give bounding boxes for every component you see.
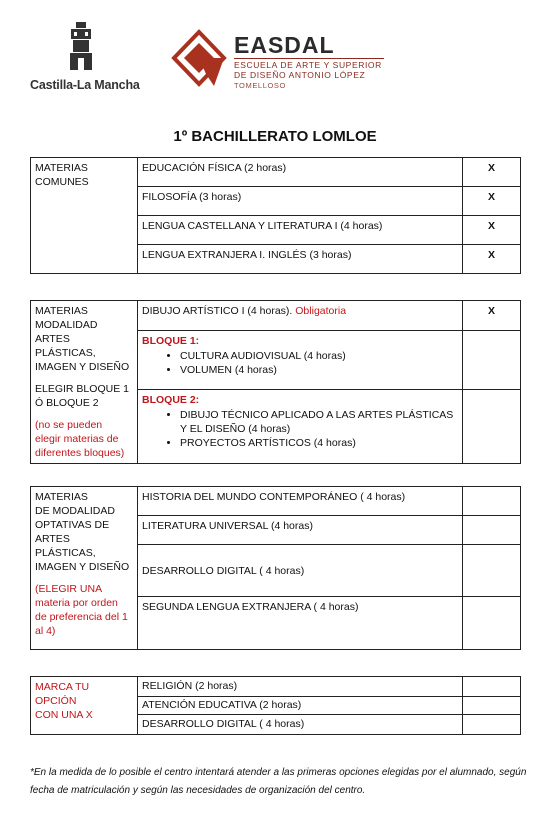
opcion-mark[interactable] <box>463 677 521 697</box>
bloque1-list <box>142 349 458 377</box>
easdal-rule <box>234 58 384 59</box>
comunes-label: MATERIAS COMUNES <box>31 158 138 274</box>
list-item: • PROYECTOS ARTÍSTICOS (4 horas) <box>180 436 458 450</box>
dibujo-note: Obligatoria <box>295 305 347 317</box>
opcion-mark[interactable] <box>463 697 521 715</box>
dibujo-mark[interactable]: X <box>463 301 521 331</box>
opcion-label: MARCA TU OPCIÓN CON UNA X <box>31 677 138 735</box>
dibujo-text: DIBUJO ARTÍSTICO I (4 horas). <box>142 305 293 317</box>
page-title: 1º BACHILLERATO LOMLOE <box>173 128 377 145</box>
dibujo-row <box>138 301 463 331</box>
comunes-row-mark[interactable]: X <box>463 187 521 216</box>
optativas-note: (ELEGIR UNA materia por orden de preferencia del 1 al 4) <box>35 583 128 637</box>
easdal-name: EASDAL <box>234 32 335 58</box>
comunes-row-text: LENGUA CASTELLANA Y LITERATURA I (4 horas) <box>138 216 463 245</box>
comunes-row-text: FILOSOFÍA (3 horas) <box>138 187 463 216</box>
optativas-table <box>30 486 521 650</box>
list-item: • DIBUJO TÉCNICO APLICADO A LAS ARTES PLÁSTICAS Y EL DISEÑO (4 horas) <box>180 408 458 436</box>
optativas-label-cell <box>31 487 138 650</box>
optativa-row: HISTORIA DEL MUNDO CONTEMPORÁNEO ( 4 horas) <box>138 487 463 516</box>
bloque1-cell <box>138 330 463 389</box>
comunes-table <box>30 157 521 274</box>
bloque2-mark[interactable] <box>463 390 521 464</box>
bloque1-mark[interactable] <box>463 330 521 389</box>
bloque2-cell <box>138 390 463 464</box>
footnote: *En la medida de lo posible el centro intentará atender a las primeras opciones elegidas por el alumnado, según fecha de matriculación y según las necesidades de organización del centro. <box>30 767 527 796</box>
easdal-mark-icon <box>170 28 228 90</box>
castle-crest-icon <box>68 22 94 72</box>
modalidad-note: (no se pueden elegir materias de diferentes bloques) <box>35 419 125 459</box>
opcion-mark[interactable] <box>463 715 521 735</box>
modalidad-label: MATERIAS MODALIDAD ARTES PLÁSTICAS, IMAGEN Y DISEÑO <box>35 305 130 373</box>
easdal-line1: ESCUELA DE ARTE Y SUPERIOR <box>234 60 382 70</box>
list-item: • VOLUMEN (4 horas) <box>180 363 458 377</box>
castilla-la-mancha-logo <box>30 22 140 94</box>
opcion-row: RELIGIÓN (2 horas) <box>138 677 463 697</box>
modalidad-table <box>30 300 521 464</box>
clm-logo-text: Castilla-La Mancha <box>30 78 140 92</box>
list-item: • CULTURA AUDIOVISUAL (4 horas) <box>180 349 458 363</box>
optativa-mark[interactable] <box>463 487 521 516</box>
easdal-logo <box>170 28 390 94</box>
opcion-row: DESARROLLO DIGITAL ( 4 horas) <box>138 715 463 735</box>
comunes-row-mark[interactable]: X <box>463 245 521 274</box>
modalidad-label-cell <box>31 301 138 464</box>
optativas-label: MATERIAS DE MODALIDAD OPTATIVAS DE ARTES PLÁSTICAS, IMAGEN Y DISEÑO <box>35 491 130 573</box>
optativa-row: LITERATURA UNIVERSAL (4 horas) <box>138 516 463 545</box>
easdal-line3: TOMELLOSO <box>234 81 286 90</box>
bloque2-title: BLOQUE 2: <box>142 394 200 407</box>
opcion-table <box>30 676 521 735</box>
easdal-line2: DE DISEÑO ANTONIO LÓPEZ <box>234 70 366 80</box>
optativa-mark[interactable] <box>463 545 521 597</box>
optativa-mark[interactable] <box>463 516 521 545</box>
bloque2-list <box>142 408 458 450</box>
optativa-mark[interactable] <box>463 597 521 650</box>
comunes-row-mark[interactable]: X <box>463 158 521 187</box>
comunes-row-text: EDUCACIÓN FÍSICA (2 horas) <box>138 158 463 187</box>
comunes-row-text: LENGUA EXTRANJERA I. INGLÉS (3 horas) <box>138 245 463 274</box>
comunes-row-mark[interactable]: X <box>463 216 521 245</box>
optativa-row: SEGUNDA LENGUA EXTRANJERA ( 4 horas) <box>138 597 463 650</box>
opcion-row: ATENCIÓN EDUCATIVA (2 horas) <box>138 697 463 715</box>
bloque1-title: BLOQUE 1: <box>142 334 200 347</box>
modalidad-choose: ELEGIR BLOQUE 1 Ó BLOQUE 2 <box>35 383 129 409</box>
optativa-row: DESARROLLO DIGITAL ( 4 horas) <box>138 545 463 597</box>
